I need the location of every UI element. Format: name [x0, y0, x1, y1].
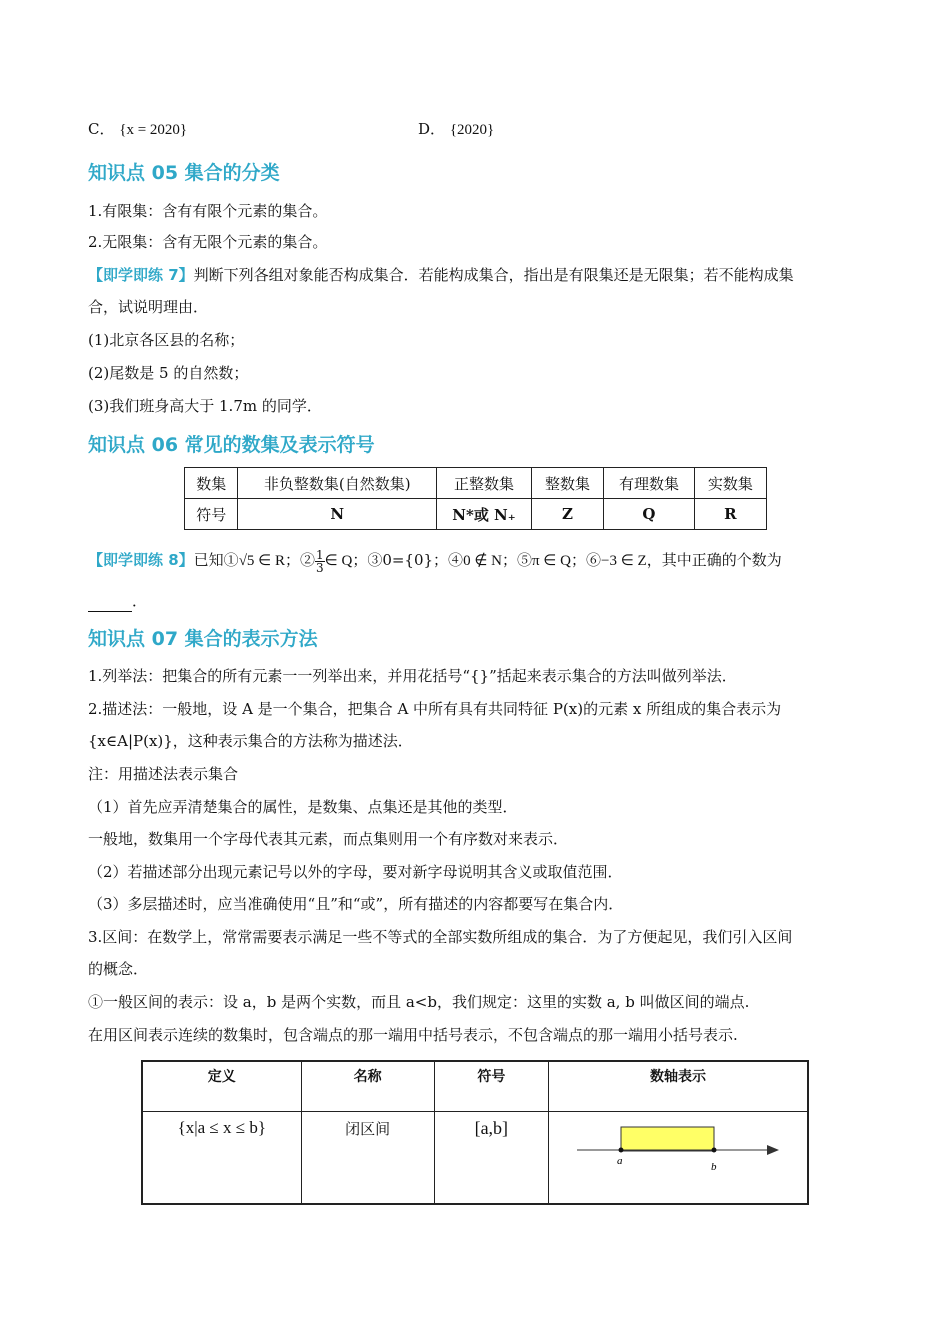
table-cell-symbol: [a,b]	[434, 1112, 548, 1205]
axis-label-b: b	[711, 1161, 717, 1173]
table-cell: 有理数集	[604, 468, 695, 499]
option-d-value: {2020}	[449, 122, 495, 138]
section-06-title: 知识点 06 常见的数集及表示符号	[88, 434, 375, 456]
ex8-statement-3: ；③0={0}；④	[352, 551, 464, 569]
sec05-item-1: 1.有限集：含有有限个元素的集合。	[88, 202, 328, 220]
question-1: (1)北京各区县的名称；	[88, 331, 245, 349]
exercise-7-line-1	[88, 264, 794, 286]
ex8-statement-6: −3 ∈ Z	[600, 553, 647, 569]
ex8-end: ．	[132, 592, 148, 610]
table-cell: Z	[531, 499, 603, 530]
sec07-note-2: （2）若描述部分出现元素记号以外的字母，要对新字母说明其含义或取值范围．	[88, 863, 623, 881]
table-header-cell: 定义	[142, 1061, 301, 1112]
sec07-para-4: ①一般区间的表示：设 a，b 是两个实数，而且 a<b，我们规定：这里的实数 a, b 叫做区间的端点.	[88, 993, 750, 1011]
option-c	[88, 118, 187, 141]
table-cell: 正整数集	[437, 468, 532, 499]
question-3: (3)我们班身高大于 1.7m 的同学．	[88, 397, 322, 415]
ex8-text: 已知①	[193, 551, 239, 569]
endpoint-b	[712, 1148, 717, 1153]
ex8-text: ；⑥	[570, 551, 601, 569]
ex8-statement-5: π ∈ Q	[531, 553, 571, 569]
sec07-note-3: （3）多层描述时，应当准确使用“且”和“或”，所有描述的内容都要写在集合内．	[88, 895, 624, 913]
exercise-7-line-2: 合，试说明理由．	[88, 298, 209, 316]
question-2: (2)尾数是 5 的自然数；	[88, 364, 249, 382]
ex8-text: ；②	[285, 551, 316, 569]
ex8-statement-1: √5 ∈ R	[238, 553, 285, 569]
exercise-8-line-2	[88, 590, 147, 612]
table-cell: N*或 N₊	[437, 499, 532, 530]
sec07-para-3b: 的概念．	[88, 960, 149, 978]
endpoint-a	[619, 1148, 624, 1153]
table-cell: Q	[604, 499, 695, 530]
sec05-item-2: 2.无限集：含有无限个元素的集合。	[88, 233, 328, 251]
sec07-note-1: （1）首先应弄清楚集合的属性，是数集、点集还是其他的类型．	[88, 798, 518, 816]
exercise-8-tag: 【即学即练 8】	[88, 551, 194, 569]
sec07-para-5: 在用区间表示连续的数集时，包含端点的那一端用中括号表示，不包含端点的那一端用小括号表示.	[88, 1026, 738, 1044]
ex8-statement-4: 0 ∉ N	[463, 553, 502, 569]
exercise-7-text: 判断下列各组对象能否构成集合．若能构成集合，指出是有限集还是无限集；若不能构成集	[193, 266, 794, 284]
number-line-diagram	[549, 1112, 807, 1196]
sec07-note: 注：用描述法表示集合	[88, 765, 239, 783]
fraction-denominator: 3	[316, 560, 324, 575]
sec07-para-1: 1.列举法：把集合的所有元素一一列举出来，并用花括号“{}”括起来表示集合的方法叫做列举法．	[88, 667, 737, 685]
table-cell: R	[694, 499, 766, 530]
table-cell: 非负整数集(自然数集)	[238, 468, 437, 499]
section-07-title: 知识点 07 集合的表示方法	[88, 628, 318, 650]
table-row	[185, 499, 767, 530]
table-cell-name: 闭区间	[301, 1112, 434, 1205]
table-cell-number-line	[549, 1112, 809, 1205]
sec07-para-2a: 2.描述法：一般地，设 A 是一个集合，把集合 A 中所有具有共同特征 P(x)的元素 x 所组成的集合表示为	[88, 700, 782, 718]
section-05-title: 知识点 05 集合的分类	[88, 162, 280, 184]
table-row	[142, 1061, 808, 1112]
number-set-table	[184, 467, 767, 530]
answer-blank[interactable]	[88, 597, 132, 612]
table-cell-definition: {x|a ≤ x ≤ b}	[142, 1112, 301, 1205]
table-cell: 数集	[185, 468, 238, 499]
interval-table	[141, 1060, 809, 1205]
option-d-label: D．	[418, 120, 446, 138]
sec07-para-3a: 3.区间：在数学上，常常需要表示满足一些不等式的全部实数所组成的集合．为了方便起见，我们引入区间	[88, 928, 793, 946]
table-cell: 符号	[185, 499, 238, 530]
ex8-text: ；⑤	[501, 551, 532, 569]
table-header-cell: 数轴表示	[549, 1061, 809, 1112]
table-header-cell: 符号	[434, 1061, 548, 1112]
table-cell: 整数集	[531, 468, 603, 499]
table-header-cell: 名称	[301, 1061, 434, 1112]
fraction-numerator: 1	[316, 547, 324, 562]
interval-segment	[621, 1127, 714, 1151]
option-c-value: {x = 2020}	[119, 122, 188, 138]
option-d	[418, 118, 494, 141]
option-c-label: C．	[88, 120, 115, 138]
sec07-para-2b: {x∈A|P(x)}，这种表示集合的方法称为描述法．	[88, 732, 413, 750]
table-row	[142, 1112, 808, 1205]
ex8-text: ，其中正确的个数为	[646, 551, 782, 569]
ex8-statement-2: ∈ Q	[324, 553, 353, 569]
exercise-8-line-1	[88, 547, 782, 574]
sec07-note-1b: 一般地，数集用一个字母代表其元素，而点集则用一个有序数对来表示．	[88, 830, 569, 848]
table-row	[185, 468, 767, 499]
table-cell: 实数集	[694, 468, 766, 499]
axis-label-a: a	[617, 1155, 623, 1167]
table-cell: N	[238, 499, 437, 530]
exercise-7-tag: 【即学即练 7】	[88, 266, 194, 284]
fraction-one-third	[315, 549, 325, 574]
axis-arrow-icon	[767, 1145, 779, 1155]
